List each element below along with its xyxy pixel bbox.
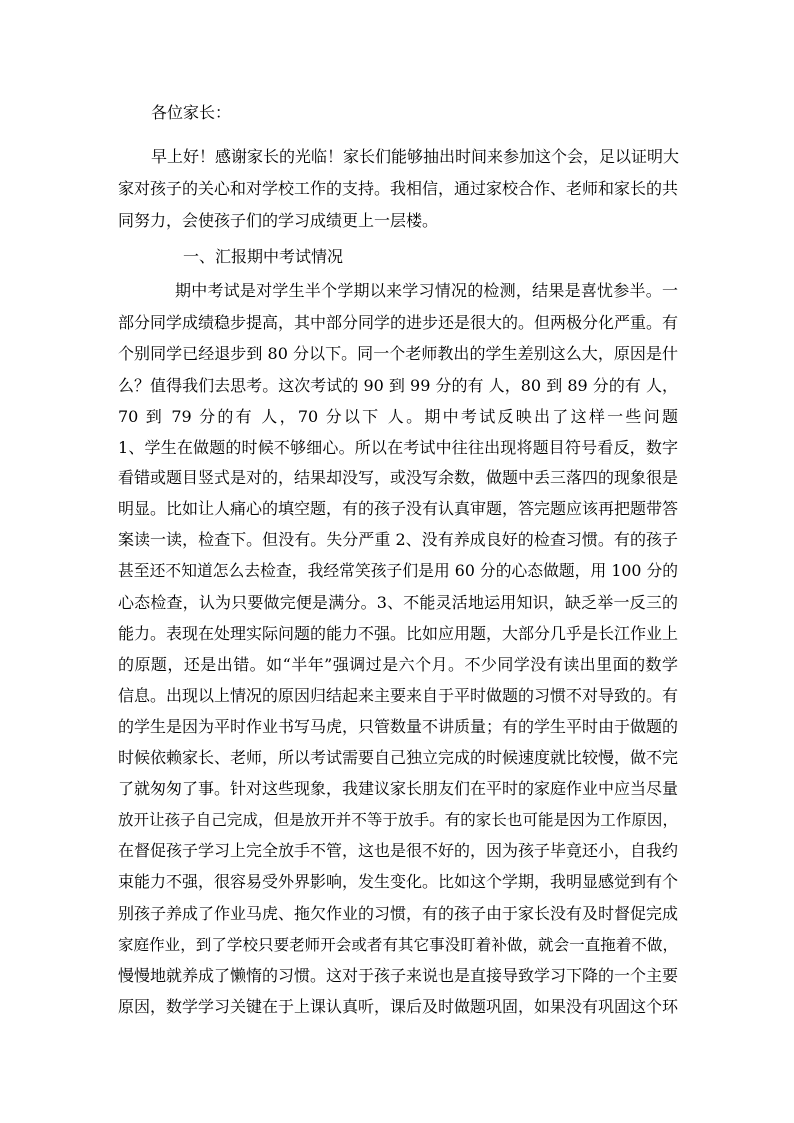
body-line: 甚至还不知道怎么去检查，我经常笑孩子们是用 60 分的心态做题，用 100 分的: [118, 561, 678, 580]
body-line: 案读一读，检查下。但没有。失分严重 2、没有养成良好的检查习惯。有的孩子: [118, 530, 678, 549]
body-line: 束能力不强，很容易受外界影响，发生变化。比如这个学期，我明显感觉到有个: [118, 872, 679, 891]
intro-line: 早上好！感谢家长的光临！家长们能够抽出时间来参加这个会，足以证明大: [151, 147, 680, 166]
body-line: 么？值得我们去思考。这次考试的 90 到 99 分的有 人，80 到 89 分的有 人，: [118, 376, 678, 395]
body-line: 原因，数学学习关键在于上课认真听，课后及时做题巩固，如果没有巩固这个环: [118, 997, 679, 1016]
body-line: 别孩子养成了作业马虎、拖欠作业的习惯，有的孩子由于家长没有及时督促完成: [118, 904, 679, 923]
body-line: 时候依赖家长、老师，所以考试需要自己独立完成的时候速度就比较慢，做不完: [118, 748, 679, 767]
body-line: 看错或题目竖式是对的，结果却没写，或没写余数，做题中丢三落四的现象很是: [118, 468, 679, 487]
body-line: 的学生是因为平时作业书写马虎，只管数量不讲质量；有的学生平时由于做题的: [118, 717, 679, 736]
intro-line: 家对孩子的关心和对学校工作的支持。我相信，通过家校合作、老师和家长的共: [118, 179, 679, 198]
body-line: 明显。比如让人痛心的填空题，有的孩子没有认真审题，答完题应该再把题带答: [118, 499, 679, 518]
body-line: 放开让孩子自己完成，但是放开并不等于放手。有的家长也可能是因为工作原因，: [118, 811, 678, 829]
body-line: 个别同学已经退步到 80 分以下。同一个老师教出的学生差别这么大，原因是什: [118, 344, 678, 363]
body-line: 慢慢地就养成了懒惰的习惯。这对于孩子来说也是直接导致学习下降的一个主要: [118, 966, 679, 985]
body-line: 的原题，还是出错。如“半年”强调过是六个月。不少同学没有读出里面的数学: [118, 655, 678, 674]
body-line: 信息。出现以上情况的原因归结起来主要来自于平时做题的习惯不对导致的。有: [118, 686, 679, 705]
body-line: 1、学生在做题的时候不够细心。所以在考试中往往出现将题目符号看反，数字: [118, 438, 678, 457]
body-line: 期中考试是对学生半个学期以来学习情况的检测，结果是喜忧参半。一: [175, 281, 678, 300]
salutation: 各位家长：: [151, 103, 232, 122]
body-line: 部分同学成绩稳步提高，其中部分同学的进步还是很大的。但两极分化严重。有: [118, 313, 679, 332]
body-line: 了就匆匆了事。针对这些现象，我建议家长朋友们在平时的家庭作业中应当尽量: [118, 779, 679, 798]
body-line: 心态检查，认为只要做完便是满分。3、不能灵活地运用知识，缺乏举一反三的: [118, 593, 678, 612]
body-line: 在督促孩子学习上完全放手不管，这也是很不好的，因为孩子毕竟还小，自我约: [118, 841, 679, 860]
intro-line: 同努力，会使孩子们的学习成绩更上一层楼。: [118, 211, 439, 230]
body-line: 家庭作业，到了学校只要老师开会或者有其它事没盯着补做，就会一直拖着不做，: [118, 936, 678, 954]
section-heading: 一、汇报期中考试情况: [183, 247, 344, 266]
body-line: 能力。表现在处理实际问题的能力不强。比如应用题，大部分几乎是长江作业上: [118, 624, 679, 643]
body-line: 70 到 79 分的有 人，70 分以下 人。期中考试反映出了这样一些问题: [118, 407, 678, 426]
